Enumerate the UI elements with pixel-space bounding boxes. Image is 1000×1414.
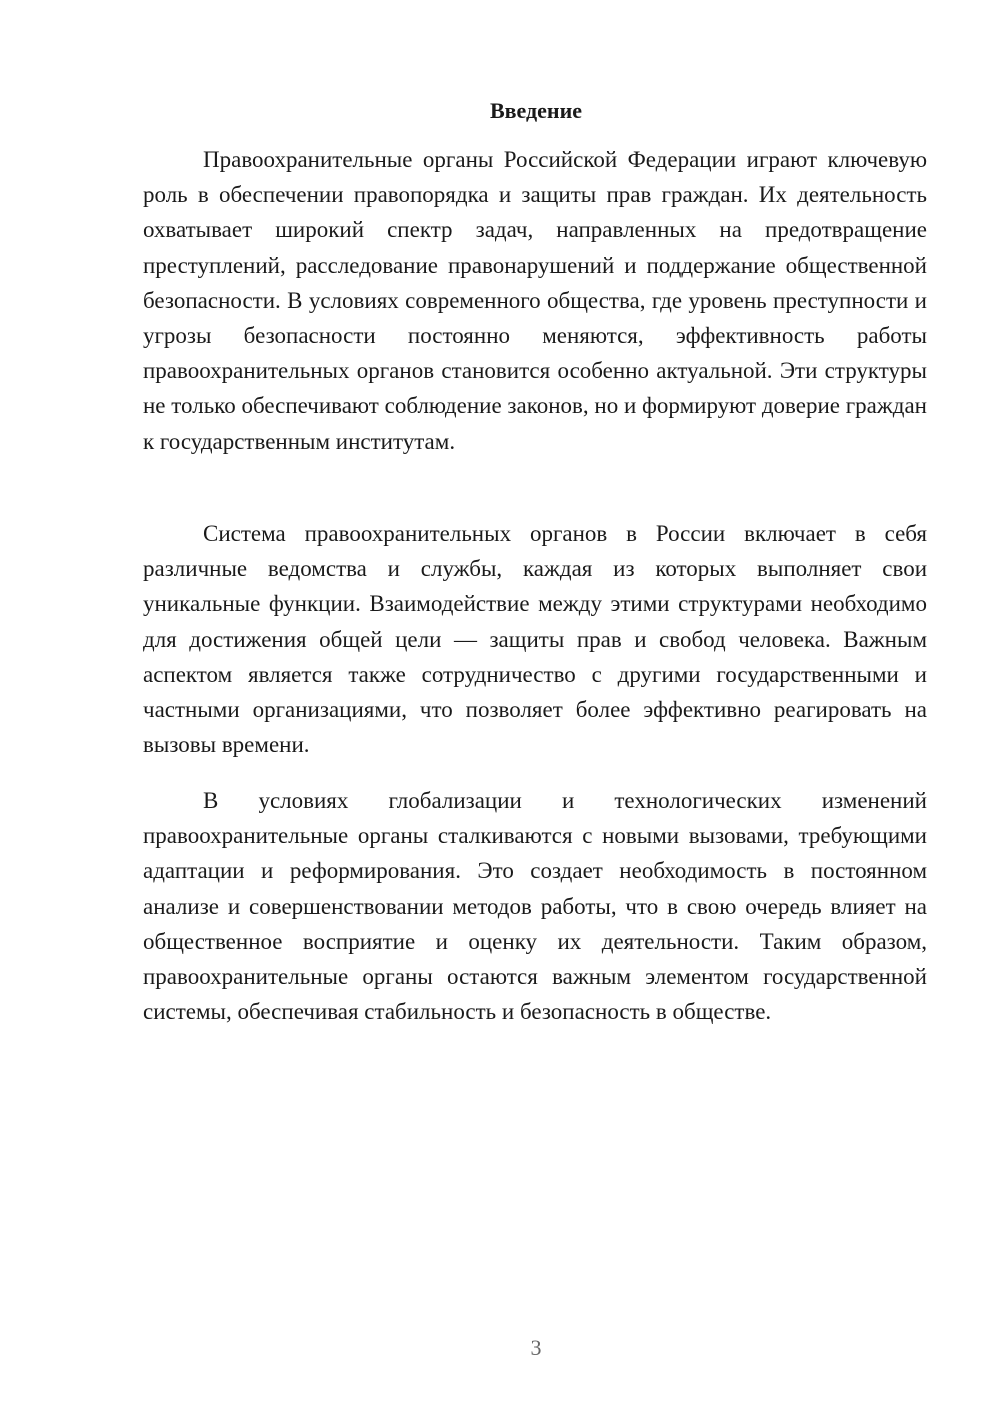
page-title: Введение xyxy=(489,98,583,123)
page-number: 3 xyxy=(530,1335,542,1360)
paragraph-1: Правоохранительные органы Российской Федерации играют ключевую роль в обеспечении правопорядка и защиты прав граждан. Их деятельность охватывает широкий спектр задач, направленных на предотвращение преступлений, расследование правонарушений и поддержание общественной безопасности. В условиях современного общества, где уровень преступности и угрозы безопасности постоянно меняются, эффективность работы правоохранительных органов становится особенно актуальной. Эти структуры не только обеспечивают соблюдение законов, но и формируют доверие граждан к государственным институтам. xyxy=(143,147,927,454)
paragraph-2: Система правоохранительных органов в России включает в себя различные ведомства и службы, каждая из которых выполняет свои уникальные функции. Взаимодействие между этими структурами необходимо для достижения общей цели — защиты прав и свобод человека. Важным аспектом является также сотрудничество с другими государственными и частными организациями, что позволяет более эффективно реагировать на вызовы времени. xyxy=(143,521,927,758)
paragraph-3: В условиях глобализации и технологических изменений правоохранительные органы сталкиваются с новыми вызовами, требующими адаптации и реформирования. Это создает необходимость в постоянном анализе и совершенствовании методов работы, что в свою очередь влияет на общественное восприятие и оценку их деятельности. Таким образом, правоохранительные органы остаются важным элементом государственной системы, обеспечивая стабильность и безопасность в обществе. xyxy=(143,788,927,1025)
